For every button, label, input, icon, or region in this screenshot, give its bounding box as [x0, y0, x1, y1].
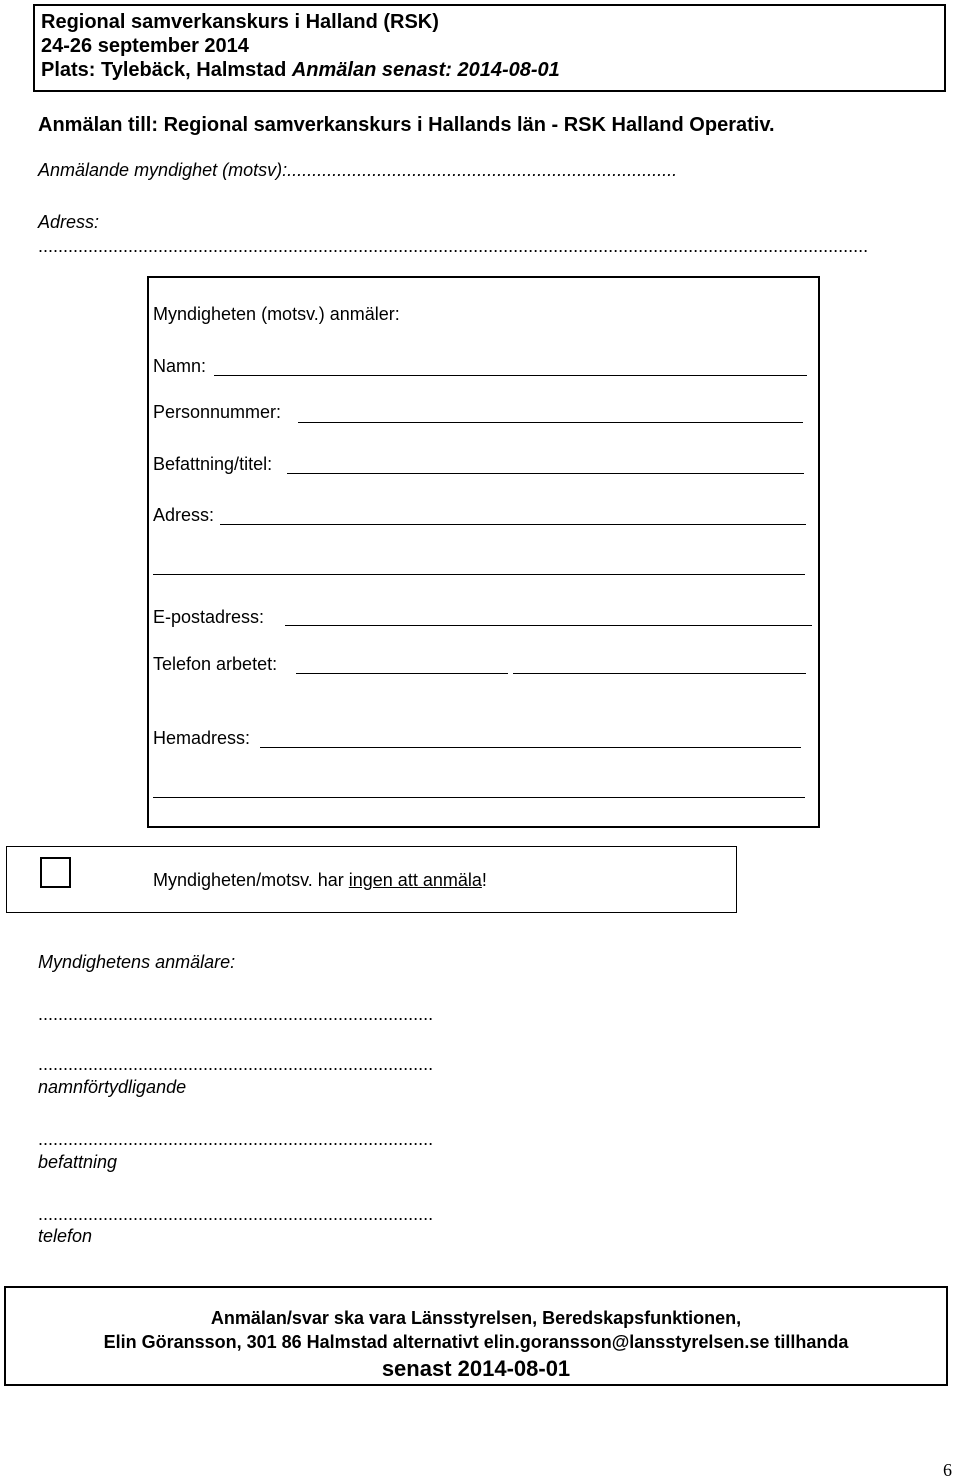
- authority-label: Anmälande myndighet (motsv):: [38, 160, 288, 180]
- phone-line[interactable]: ...............................................................................: [38, 1204, 434, 1224]
- telefon-field-1[interactable]: [296, 673, 508, 674]
- adress-label: Adress:: [153, 505, 215, 525]
- submission-deadline: senast 2014-08-01: [381, 1356, 571, 1381]
- authority-line[interactable]: [38, 160, 677, 181]
- deadline-text: Anmälan senast: 2014-08-01: [291, 59, 560, 81]
- no-registration-suffix: !: [481, 870, 487, 890]
- adress-field-1[interactable]: [220, 524, 806, 525]
- location-text: Plats: Tylebäck, Halmstad: [41, 59, 292, 81]
- name-field[interactable]: [214, 375, 807, 376]
- address-dots[interactable]: ......................................................................................................................................................................: [38, 236, 869, 256]
- position-label: befattning: [38, 1152, 118, 1172]
- hemadress-field-2[interactable]: [153, 797, 805, 798]
- submission-info-box: [4, 1286, 948, 1386]
- phone-label: telefon: [38, 1226, 93, 1246]
- hemadress-field-1[interactable]: [260, 747, 801, 748]
- no-registration-checkbox[interactable]: [40, 857, 71, 888]
- no-registration-prefix: Myndigheten/motsv. har: [153, 870, 349, 890]
- submission-line-1: Anmälan/svar ska vara Länsstyrelsen, Beredskapsfunktionen,: [210, 1308, 742, 1328]
- telefon-label: Telefon arbetet:: [153, 654, 278, 674]
- signature-line[interactable]: ...............................................................................: [38, 1004, 434, 1024]
- no-registration-text: [153, 870, 487, 891]
- submission-line-2: Elin Göransson, 301 86 Halmstad alternativt elin.goransson@lansstyrelsen.se tillhanda: [103, 1332, 849, 1352]
- course-dates: 24-26 september 2014: [41, 35, 249, 57]
- personnummer-field[interactable]: [298, 422, 803, 423]
- hemadress-label: Hemadress:: [153, 728, 251, 748]
- befattning-field[interactable]: [287, 473, 804, 474]
- name-label: Namn:: [153, 356, 207, 376]
- course-title: Regional samverkanskurs i Halland (RSK): [41, 11, 439, 33]
- name-clarification-label: namnförtydligande: [38, 1077, 187, 1097]
- signer-heading: Myndighetens anmälare:: [38, 952, 236, 972]
- course-location: [41, 58, 944, 82]
- epost-field[interactable]: [285, 625, 812, 626]
- no-registration-underlined: ingen att anmäla: [348, 870, 482, 890]
- header-box: [33, 4, 946, 92]
- position-line[interactable]: ...............................................................................: [38, 1129, 434, 1149]
- form-heading: Myndigheten (motsv.) anmäler:: [153, 304, 400, 324]
- address-label: Adress:: [38, 212, 100, 232]
- epost-label: E-postadress:: [153, 607, 265, 627]
- name-clarification-line[interactable]: ...............................................................................: [38, 1054, 434, 1074]
- authority-dots: ..............................................................................: [287, 160, 678, 180]
- befattning-label: Befattning/titel:: [153, 454, 273, 474]
- registration-title: Anmälan till: Regional samverkanskurs i Hallands län - RSK Halland Operativ.: [38, 114, 775, 136]
- adress-field-2[interactable]: [153, 574, 805, 575]
- page-number: 6: [943, 1460, 952, 1480]
- personnummer-label: Personnummer:: [153, 402, 282, 422]
- telefon-field-2[interactable]: [513, 673, 806, 674]
